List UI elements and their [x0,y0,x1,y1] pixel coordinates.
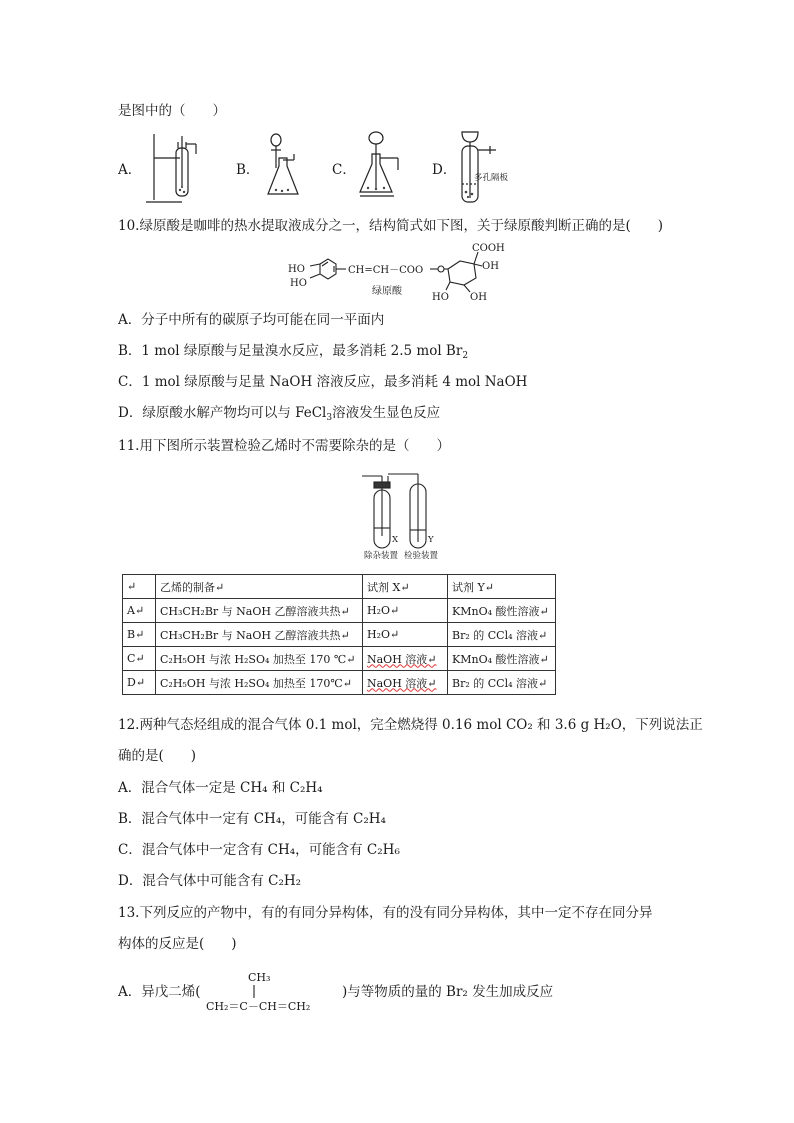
table-row [123,671,556,695]
table-header-row [123,575,556,599]
q9-option-a-label: A． [118,162,142,178]
table-cell: C₂H₅OH 与浓 H₂SO₄ 加热至 170 ℃↵ [156,647,363,671]
q13-option-a-prefix: A．异戊二烯( [118,984,201,1000]
perforated-plate-label: 多孔隔板 [474,173,509,183]
q9-tail: 是图中的（ ） [118,103,226,119]
q12-stem-line2: 确的是( ) [118,748,197,764]
oh-label-2: OH [470,292,487,303]
table-row [123,647,556,671]
q11-table [122,574,556,695]
apparatus-d-figure [456,128,522,208]
vinyl-ester-chain: CH=CH－COO [348,265,424,276]
table-cell: NaOH 溶液↵ [363,671,448,695]
oh-label-1: OH [482,261,499,272]
q10-stem: 10.绿原酸是咖啡的热水提取液成分之一，结构简式如下图，关于绿原酸判断正确的是( ) [118,218,664,234]
ho-label-2: HO [290,278,307,289]
table-cell: C↵ [123,647,156,671]
ho-label-1: HO [288,264,305,275]
apparatus-c-figure [354,130,410,206]
apparatus-b-figure [262,132,308,206]
table-row [123,599,556,623]
purification-caption: 除杂装置 [364,551,399,561]
table-cell: CH₃CH₂Br 与 NaOH 乙醇溶液共热↵ [156,599,363,623]
table-header-cell: 乙烯的制备↵ [156,575,363,599]
apparatus-a-figure [142,132,204,206]
table-cell: Br₂ 的 CCl₄ 溶液↵ [448,671,556,695]
cooh-label: COOH [472,243,505,254]
q10-option-a: A．分子中所有的碳原子均可能在同一平面内 [118,312,385,328]
table-cell: C₂H₅OH 与浓 H₂SO₄ 加热至 170℃↵ [156,671,363,695]
table-header-cell: 试剂 X↵ [363,575,448,599]
q12-stem-line1: 12.两种气态烃组成的混合气体 0.1 mol，完全燃烧得 0.16 mol CO₂ 和 3.6 g H₂O，下列说法正 [118,717,703,733]
table-cell: H₂O↵ [363,599,448,623]
isoprene-structure [204,968,344,1016]
methyl-label: CH₃ [248,971,271,984]
table-cell: KMnO₄ 酸性溶液↵ [448,647,556,671]
q12-option-b: B．混合气体中一定有 CH₄，可能含有 C₂H₄ [118,811,386,827]
q12-option-a: A．混合气体一定是 CH₄ 和 C₂H₄ [118,780,323,796]
reagent-y-label: Y [428,535,434,545]
q11-stem: 11.用下图所示装置检验乙烯时不需要除杂的是（ ） [118,438,450,454]
q9-option-b-label: B． [236,162,260,178]
ho-label-3: HO [432,292,449,303]
q13-stem-line1: 13.下列反应的产物中，有的有同分异构体，有的没有同分异构体，其中一定不存在同分异 [118,905,653,921]
chlorogenic-acid-structure [286,238,516,308]
table-cell: NaOH 溶液↵ [363,647,448,671]
q12-option-c: C．混合气体中一定含有 CH₄，可能含有 C₂H₆ [118,842,400,858]
structure-caption: 绿原酸 [372,286,402,297]
q10-option-c: C．1 mol 绿原酸与足量 NaOH 溶液反应，最多消耗 4 mol NaOH [118,374,528,390]
table-header-cell: 试剂 Y↵ [448,575,556,599]
table-cell: KMnO₄ 酸性溶液↵ [448,599,556,623]
table-row [123,623,556,647]
table-cell: D↵ [123,671,156,695]
table-cell: CH₃CH₂Br 与 NaOH 乙醇溶液共热↵ [156,623,363,647]
purification-apparatus-figure [356,468,446,560]
reagent-x-label: X [392,535,399,545]
table-header-cell: ↵ [123,575,156,599]
q13-option-a-suffix: )与等物质的量的 Br₂ 发生加成反应 [342,984,554,1000]
table-cell: Br₂ 的 CCl₄ 溶液↵ [448,623,556,647]
table-cell: B↵ [123,623,156,647]
isoprene-formula: CH₂＝C－CH＝CH₂ [206,1000,311,1013]
q9-option-c-label: C． [332,162,356,178]
q9-option-d-label: D． [432,162,457,178]
q10-option-b: B．1 mol 绿原酸与足量溴水反应，最多消耗 2.5 mol $Br_2$ [118,343,469,361]
q12-option-d: D．混合气体中可能含有 C₂H₂ [118,873,302,889]
table-cell: H₂O↵ [363,623,448,647]
test-caption: 检验装置 [404,551,439,561]
q13-stem-line2: 构体的反应是( ) [118,936,237,952]
q10-option-d: D．绿原酸水解产物均可以与 FeCl$_3$溶液发生显色反应 [118,405,441,423]
table-cell: A↵ [123,599,156,623]
